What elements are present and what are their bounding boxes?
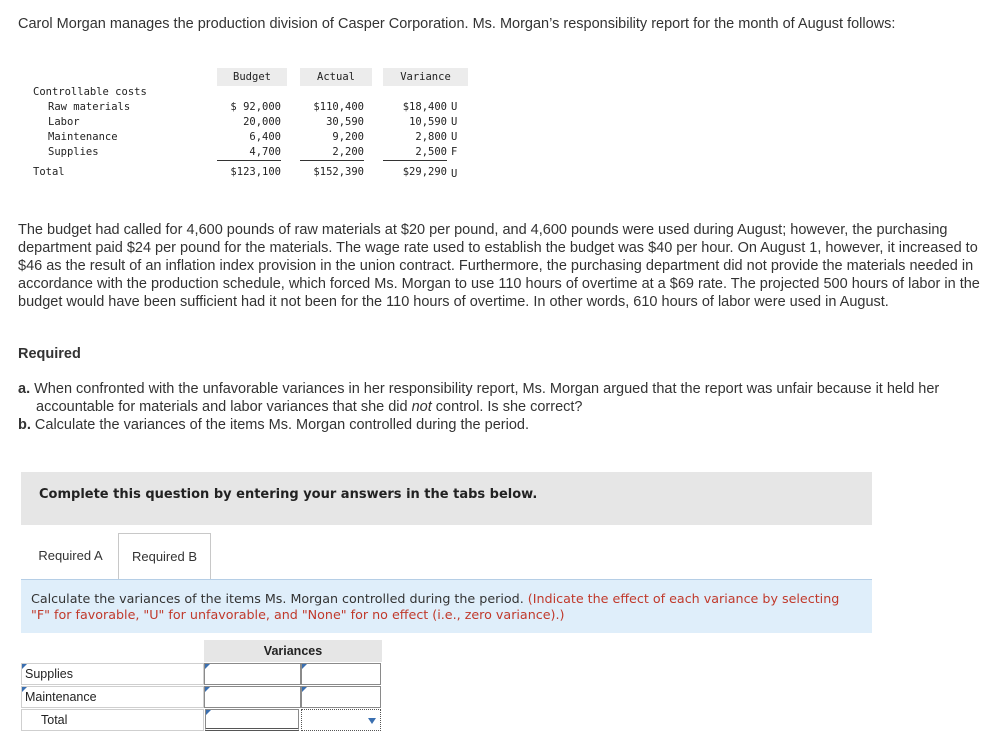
intro-text: Carol Morgan manages the production division of Casper Corporation. Ms. Morgan’s responsibility report for the month of August follows: [18,16,896,32]
cell-flag-icon [205,687,210,692]
row-actual: 2,200 [300,145,364,161]
required-list [18,380,980,434]
tab-required-b[interactable]: Required B [118,533,211,580]
total-effect: U [451,168,458,180]
total-effect-select[interactable] [301,709,381,731]
section-label: Controllable costs [33,86,147,98]
total-variance: $29,290 [402,166,447,178]
row-variance: 2,500 [383,145,447,161]
row-actual: 30,590 [326,116,364,128]
problem-paragraph: The budget had called for 4,600 pounds of raw materials at $20 per pound, and 4,600 pounds were used during August; however, the purchasing department paid $24 per pound for the materials. The wage rate used to establish the budget was $40 per hour. On August 1, however, it increased to $46 as the result of an inflation index provision in the union contract. Furthermore, the purchasing department did not provide the materials needed in accordance with the production schedule, which forced Ms. Morgan to use 110 hours of overtime at a $69 rate. The projected 500 hours of labor in the budget would have been sufficient had it not been for the 110 hours of overtime. In other words, 610 hours of labor were used in August. [18,222,980,310]
header-actual: Actual [300,68,372,86]
total-amount-input[interactable] [205,709,299,731]
supplies-amount-input[interactable] [204,663,301,685]
row-budget: 20,000 [243,116,281,128]
row-label-text: Supplies [25,667,73,681]
cell-flag-icon [205,664,210,669]
required-item-a [18,380,980,416]
item-text: When confronted with the unfavorable variances in her responsibility report, Ms. Morgan argued that the report was unfair because it held her accountable for materials and labor variances that she did [34,381,940,415]
row-budget: 6,400 [249,131,281,143]
total-actual: $152,390 [313,166,364,178]
cell-flag-icon [206,710,211,715]
row-variance: $18,400 [402,101,447,113]
total-label: Total [33,166,65,178]
row-label: Maintenance [48,131,118,143]
supplies-effect-select[interactable] [301,663,381,685]
row-budget: $ 92,000 [230,101,281,113]
row-actual: $110,400 [313,101,364,113]
row-label: Raw materials [48,101,131,113]
item-text: control. Is she correct? [431,399,583,415]
cell-flag-icon [302,664,307,669]
instructions-banner: Complete this question by entering your answers in the tabs below. [21,472,872,525]
item-emphasis: not [411,399,432,415]
tab-instructions [21,580,872,633]
required-item-b [18,416,980,434]
row-budget: 4,700 [217,145,281,161]
header-budget: Budget [217,68,287,86]
row-actual: 9,200 [332,131,364,143]
row-effect: U [451,131,458,143]
total-budget: $123,100 [230,166,281,178]
cell-flag-icon [22,664,27,669]
row-label-text: Total [41,713,68,727]
chevron-down-icon[interactable] [368,718,376,724]
item-letter: a. [18,381,31,397]
variances-header: Variances [204,640,382,662]
grid-row-label-maintenance [21,686,204,708]
header-variance: Variance [383,68,468,86]
row-label-text: Maintenance [25,690,97,704]
row-effect: F [451,146,458,158]
cell-flag-icon [22,687,27,692]
required-heading: Required [18,346,81,362]
grid-row-label-total [21,709,204,731]
row-variance: 2,800 [415,131,447,143]
row-label: Supplies [48,146,99,158]
row-variance: 10,590 [409,116,447,128]
item-letter: b. [18,417,31,433]
maintenance-effect-select[interactable] [301,686,381,708]
maintenance-amount-input[interactable] [204,686,301,708]
tab-required-a[interactable]: Required A [38,548,103,563]
row-effect: U [451,101,458,113]
cell-flag-icon [302,687,307,692]
item-text: Calculate the variances of the items Ms. Morgan controlled during the period. [34,417,529,433]
row-effect: U [451,116,458,128]
instruction-note: (Indicate the effect of each variance by selecting "F" for favorable, "U" for unfavorable, and "None" for no effect (i.e., zero variance).) [31,591,840,622]
row-label: Labor [48,116,80,128]
instruction-main: Calculate the variances of the items Ms. Morgan controlled during the period. [31,591,524,606]
grid-row-label-supplies [21,663,204,685]
